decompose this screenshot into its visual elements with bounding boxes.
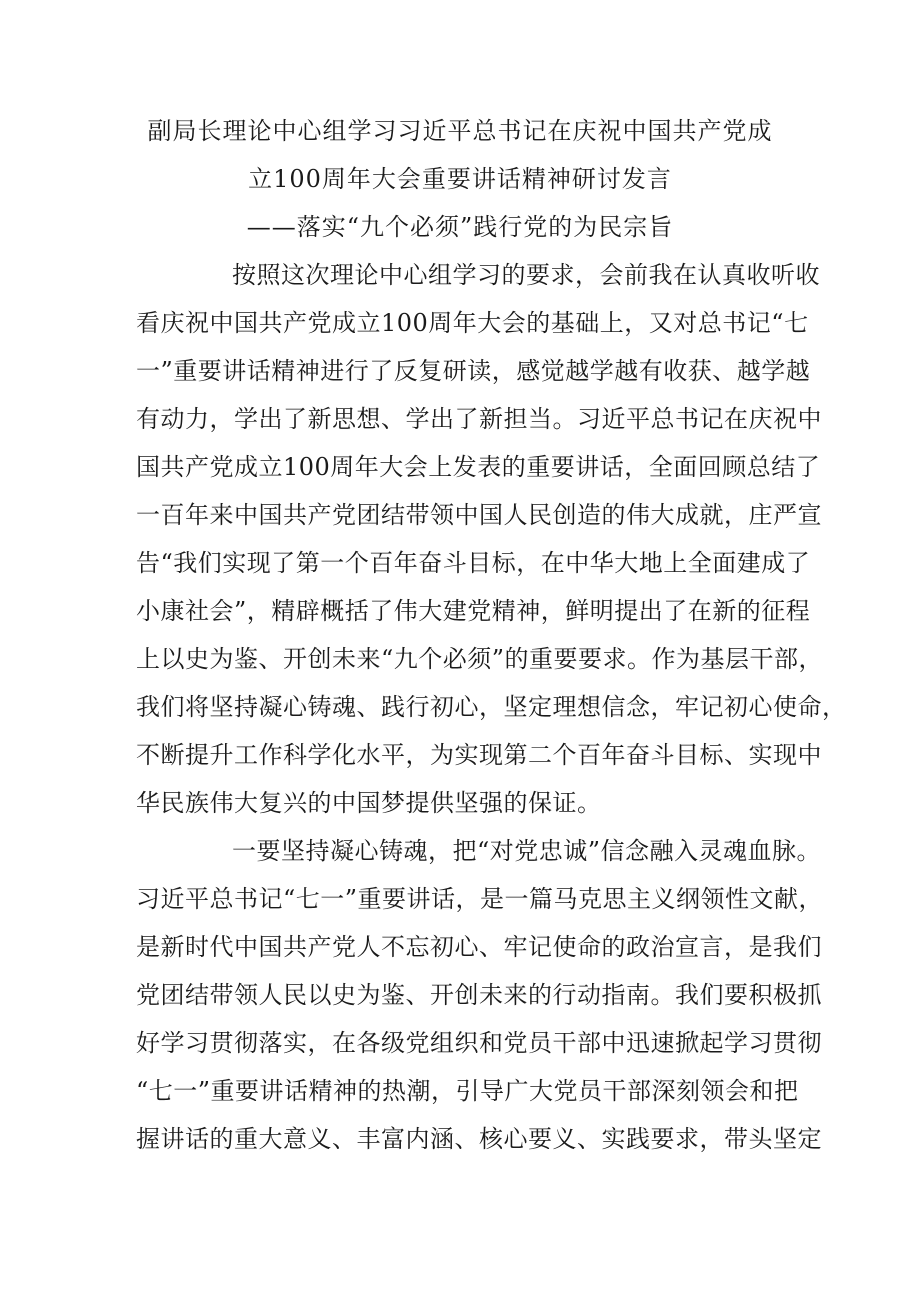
paragraph-line: 告“我们实现了第一个百年奋斗目标，在中华大地上全面建成了 bbox=[136, 549, 811, 577]
paragraph-line: 党团结带领人民以史为鉴、开创未来的行动指南。我们要积极抓 bbox=[136, 981, 822, 1009]
paragraph-line: 小康社会”，精辟概括了伟大建党精神，鲜明提出了在新的征程 bbox=[136, 597, 811, 625]
title-line-2: 立100周年大会重要讲话精神研讨发言 bbox=[248, 165, 672, 193]
paragraph-line: 不断提升工作科学化水平，为实现第二个百年奋斗目标、实现中 bbox=[136, 741, 822, 769]
paragraph-line: 好学习贯彻落实，在各级党组织和党员干部中迅速掀起学习贯彻 bbox=[136, 1029, 822, 1057]
paragraph-line: 按照这次理论中心组学习的要求，会前我在认真收听收 bbox=[232, 261, 820, 289]
paragraph-line: 握讲话的重大意义、丰富内涵、核心要义、实践要求，带头坚定 bbox=[136, 1125, 822, 1153]
paragraph-line: 是新时代中国共产党人不忘初心、牢记使命的政治宣言，是我们 bbox=[136, 933, 822, 961]
title-line-1: 副局长理论中心组学习习近平总书记在庆祝中国共产党成 bbox=[147, 117, 773, 145]
paragraph-line: 有动力，学出了新思想、学出了新担当。习近平总书记在庆祝中 bbox=[136, 405, 822, 433]
paragraph-line: 我们将坚持凝心铸魂、践行初心，坚定理想信念，牢记初心使命， bbox=[136, 693, 847, 721]
paragraph-line: 国共产党成立100周年大会上发表的重要讲话，全面回顾总结了 bbox=[136, 453, 821, 481]
paragraph-line: “七一”重要讲话精神的热潮，引导广大党员干部深刻领会和把 bbox=[136, 1077, 799, 1105]
paragraph-line: 一要坚持凝心铸魂，把“对党忠诚”信念融入灵魂血脉。 bbox=[232, 837, 822, 865]
paragraph-line: 一”重要讲话精神进行了反复研读，感觉越学越有收获、越学越 bbox=[136, 357, 811, 385]
paragraph-line: 上以史为鉴、开创未来“九个必须”的重要要求。作为基层干部， bbox=[136, 645, 824, 673]
paragraph-line: 一百年来中国共产党团结带领中国人民创造的伟大成就，庄严宣 bbox=[136, 501, 822, 529]
paragraph-line: 习近平总书记“七一”重要讲话，是一篇马克思主义纲领性文献， bbox=[136, 885, 824, 913]
subtitle: ——落实“九个必须”践行党的为民宗旨 bbox=[246, 213, 674, 241]
paragraph-line: 看庆祝中国共产党成立100周年大会的基础上，又对总书记“七 bbox=[136, 309, 809, 337]
paragraph-line: 华民族伟大复兴的中国梦提供坚强的保证。 bbox=[136, 789, 602, 817]
